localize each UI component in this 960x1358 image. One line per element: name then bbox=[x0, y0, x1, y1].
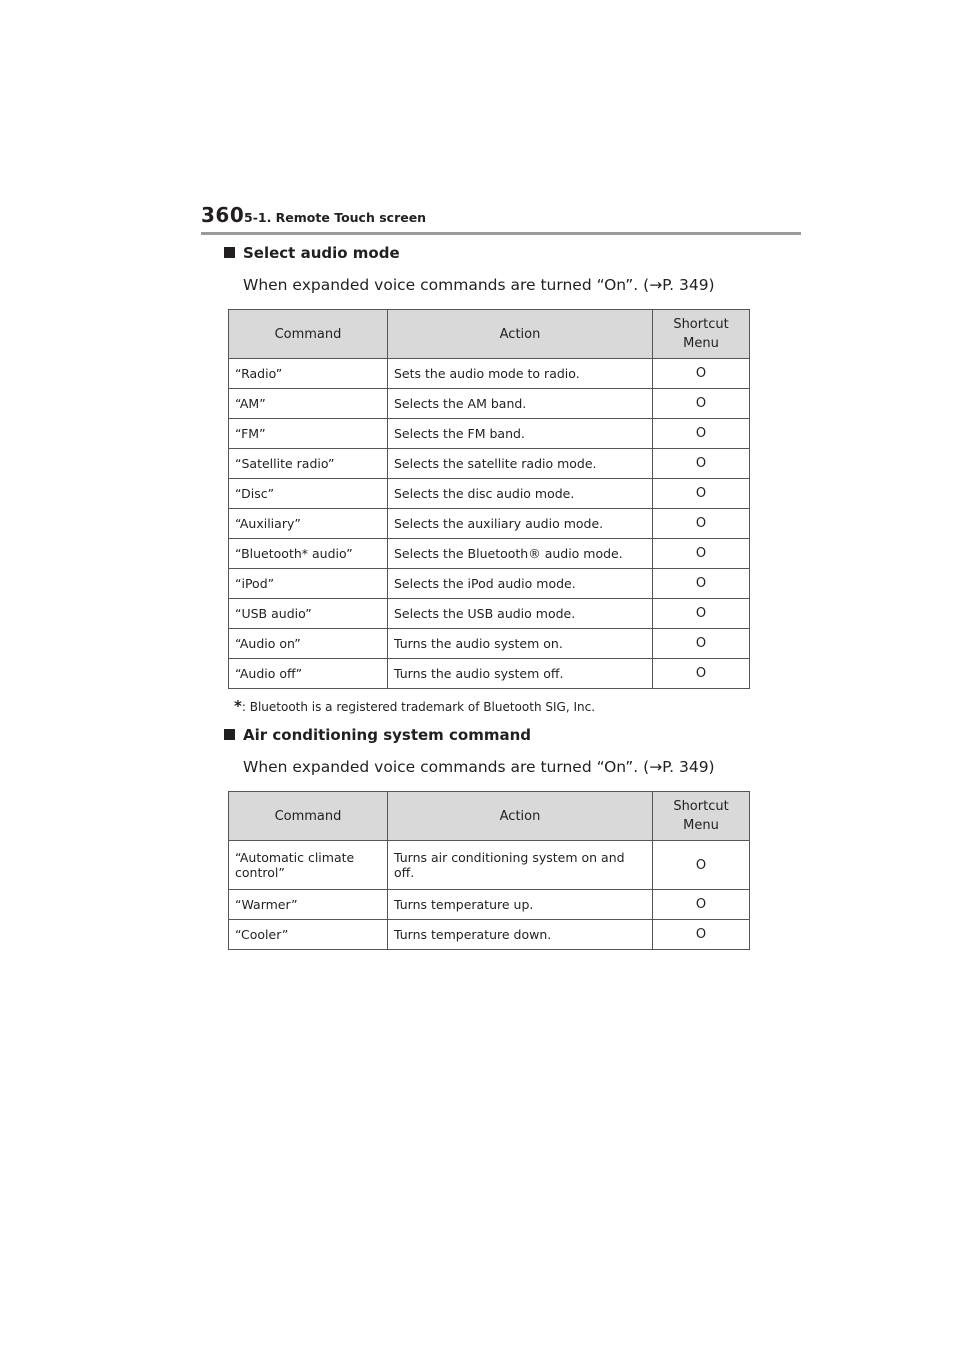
table-row bbox=[229, 509, 750, 539]
table-row bbox=[229, 890, 750, 920]
shortcut-mark: O bbox=[653, 841, 750, 890]
shortcut-mark: O bbox=[653, 659, 750, 689]
action-cell: Turns temperature down. bbox=[388, 920, 653, 950]
table-row bbox=[229, 449, 750, 479]
header-shortcut-menu: Shortcut Menu bbox=[653, 310, 750, 359]
air-conditioning-command-table bbox=[228, 791, 750, 950]
shortcut-mark: O bbox=[653, 890, 750, 920]
page-header bbox=[201, 203, 801, 237]
command-cell: “FM” bbox=[229, 419, 388, 449]
square-bullet-icon bbox=[224, 729, 235, 740]
header-action: Action bbox=[388, 310, 653, 359]
action-cell: Turns the audio system off. bbox=[388, 659, 653, 689]
header-command: Command bbox=[229, 310, 388, 359]
action-cell: Selects the AM band. bbox=[388, 389, 653, 419]
header-shortcut-menu: Shortcut Menu bbox=[653, 792, 750, 841]
table-header-row bbox=[229, 310, 750, 359]
shortcut-mark: O bbox=[653, 569, 750, 599]
table-row bbox=[229, 920, 750, 950]
action-cell: Selects the auxiliary audio mode. bbox=[388, 509, 653, 539]
table-row bbox=[229, 539, 750, 569]
table-row bbox=[229, 389, 750, 419]
shortcut-mark: O bbox=[653, 629, 750, 659]
command-cell: “Bluetooth* audio” bbox=[229, 539, 388, 569]
shortcut-mark: O bbox=[653, 389, 750, 419]
table-header-row bbox=[229, 792, 750, 841]
shortcut-mark: O bbox=[653, 449, 750, 479]
action-cell: Selects the disc audio mode. bbox=[388, 479, 653, 509]
section-description-air-conditioning: When expanded voice commands are turned “On”. (→P. 349) bbox=[243, 758, 715, 776]
table-row bbox=[229, 629, 750, 659]
command-cell: “Automatic climate control” bbox=[229, 841, 388, 890]
command-cell: “iPod” bbox=[229, 569, 388, 599]
command-cell: “AM” bbox=[229, 389, 388, 419]
table-row bbox=[229, 419, 750, 449]
audio-command-table bbox=[228, 309, 750, 689]
table-row bbox=[229, 569, 750, 599]
square-bullet-icon bbox=[224, 247, 235, 258]
section-heading-audio-mode: Select audio mode bbox=[224, 244, 400, 262]
action-cell: Turns temperature up. bbox=[388, 890, 653, 920]
header-rule bbox=[201, 232, 801, 235]
table-row bbox=[229, 659, 750, 689]
section-heading-air-conditioning: Air conditioning system command bbox=[224, 726, 531, 744]
chapter-title: 5-1. Remote Touch screen bbox=[244, 210, 427, 225]
command-cell: “Cooler” bbox=[229, 920, 388, 950]
command-cell: “Audio off” bbox=[229, 659, 388, 689]
header-command: Command bbox=[229, 792, 388, 841]
shortcut-mark: O bbox=[653, 539, 750, 569]
action-cell: Sets the audio mode to radio. bbox=[388, 359, 653, 389]
shortcut-mark: O bbox=[653, 920, 750, 950]
command-cell: “Satellite radio” bbox=[229, 449, 388, 479]
footnote-text: : Bluetooth is a registered trademark of Bluetooth SIG, Inc. bbox=[241, 700, 596, 714]
shortcut-mark: O bbox=[653, 419, 750, 449]
section-description-audio-mode: When expanded voice commands are turned “On”. (→P. 349) bbox=[243, 276, 715, 294]
command-cell: “Radio” bbox=[229, 359, 388, 389]
shortcut-mark: O bbox=[653, 479, 750, 509]
action-cell: Selects the iPod audio mode. bbox=[388, 569, 653, 599]
command-cell: “Disc” bbox=[229, 479, 388, 509]
action-cell: Turns air conditioning system on and off. bbox=[388, 841, 653, 890]
footnote bbox=[234, 697, 595, 715]
action-cell: Selects the Bluetooth® audio mode. bbox=[388, 539, 653, 569]
shortcut-mark: O bbox=[653, 509, 750, 539]
command-cell: “Warmer” bbox=[229, 890, 388, 920]
command-cell: “Audio on” bbox=[229, 629, 388, 659]
action-cell: Selects the satellite radio mode. bbox=[388, 449, 653, 479]
shortcut-mark: O bbox=[653, 599, 750, 629]
table-row bbox=[229, 599, 750, 629]
shortcut-mark: O bbox=[653, 359, 750, 389]
header-action: Action bbox=[388, 792, 653, 841]
footnote-marker: * bbox=[234, 697, 242, 715]
table-row bbox=[229, 841, 750, 890]
table-row bbox=[229, 479, 750, 509]
action-cell: Turns the audio system on. bbox=[388, 629, 653, 659]
command-cell: “Auxiliary” bbox=[229, 509, 388, 539]
table-row bbox=[229, 359, 750, 389]
command-cell: “USB audio” bbox=[229, 599, 388, 629]
page-number: 360 bbox=[201, 203, 245, 227]
action-cell: Selects the USB audio mode. bbox=[388, 599, 653, 629]
action-cell: Selects the FM band. bbox=[388, 419, 653, 449]
